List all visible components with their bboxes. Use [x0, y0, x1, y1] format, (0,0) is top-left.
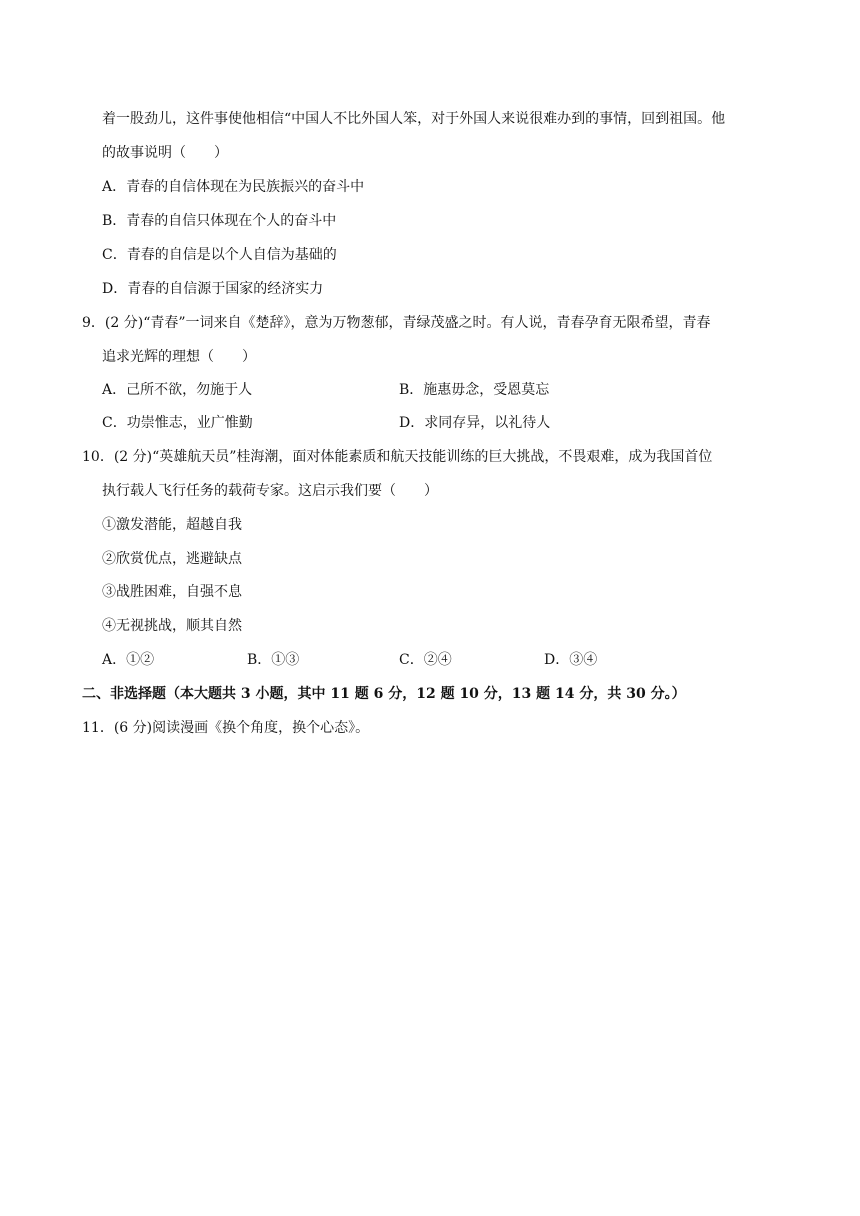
- q10-statement-3: ③战胜困难，自强不息: [102, 584, 242, 600]
- q8-option-b: B．青春的自信只体现在个人的奋斗中: [102, 213, 337, 229]
- q9-option-b: B．施惠毋念，受恩莫忘: [399, 382, 550, 398]
- q9-text-line-1: 9．(2 分)“青春”一词来自《楚辞》，意为万物葱郁，青绿茂盛之时。有人说，青春孕育无限希望，青春: [82, 315, 711, 331]
- q11-text-line-1: 11．(6 分)阅读漫画《换个角度，换个心态》。: [82, 720, 370, 736]
- q10-text-line-2: 执行载人飞行任务的载荷专家。这启示我们要（ ）: [102, 483, 438, 499]
- q8-option-c: C．青春的自信是以个人自信为基础的: [102, 247, 337, 263]
- q10-statement-4: ④无视挑战，顺其自然: [102, 618, 242, 634]
- q10-option-b: B．①③: [247, 652, 300, 668]
- q8-text-line-2: 的故事说明（ ）: [102, 145, 228, 161]
- q9-option-a: A．己所不欲，勿施于人: [102, 382, 253, 398]
- q10-option-d: D．③④: [544, 652, 598, 668]
- q10-option-a: A．①②: [102, 652, 155, 668]
- q9-option-d: D．求同存异，以礼待人: [399, 415, 551, 431]
- q9-option-c: C．功崇惟志，业广惟勤: [102, 415, 253, 431]
- q8-text-line-1: 着一股劲儿，这件事使他相信“中国人不比外国人笨，对于外国人来说很难办到的事情，回到祖国。他: [102, 111, 726, 127]
- q9-text-line-2: 追求光辉的理想（ ）: [102, 349, 256, 365]
- q10-statement-1: ①激发潜能，超越自我: [102, 517, 242, 533]
- q10-text-line-1: 10．(2 分)“英雄航天员”桂海潮，面对体能素质和航天技能训练的巨大挑战，不畏艰难，成为我国首位: [82, 449, 713, 465]
- q10-statement-2: ②欣赏优点，逃避缺点: [102, 551, 242, 567]
- q8-option-d: D．青春的自信源于国家的经济实力: [102, 281, 324, 297]
- section-2-heading: 二、非选择题（本大题共 3 小题，其中 11 题 6 分，12 题 10 分，13 题 14 分，共 30 分。）: [82, 686, 686, 702]
- q10-option-c: C．②④: [399, 652, 452, 668]
- q8-option-a: A．青春的自信体现在为民族振兴的奋斗中: [102, 179, 365, 195]
